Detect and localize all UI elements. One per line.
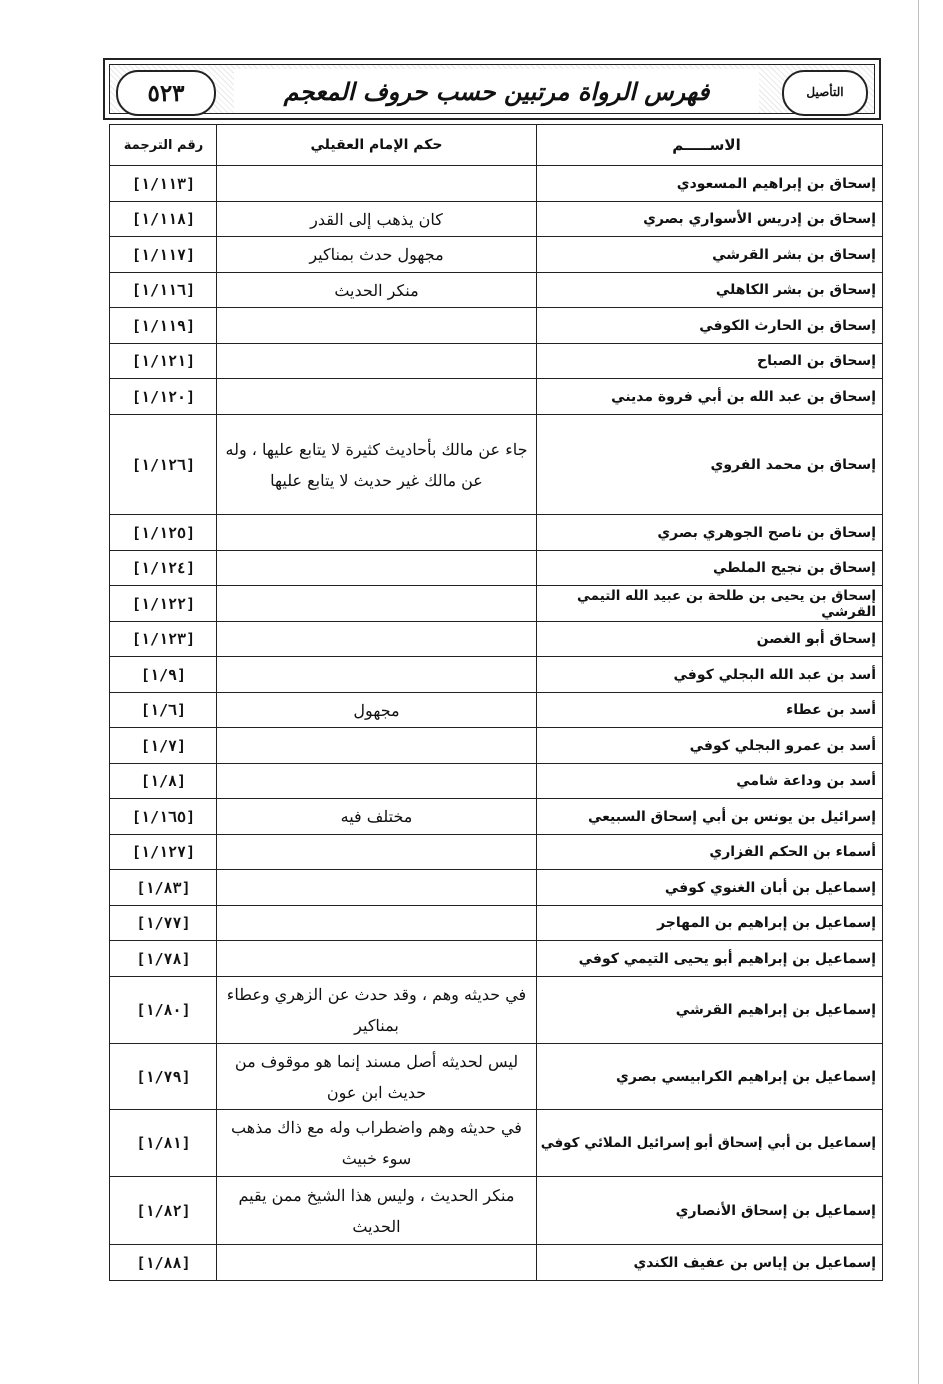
aqili-judgment xyxy=(216,835,537,869)
header-ornament xyxy=(109,64,875,114)
narrator-name: أسد بن عطاء xyxy=(786,702,876,718)
aqili-judgment: مختلف فيه xyxy=(216,799,537,834)
entry-reference: [١/١١٨] xyxy=(131,210,196,228)
entry-reference: [١/١٢٣] xyxy=(131,630,196,648)
entry-reference: [١/١١٦] xyxy=(131,281,196,299)
narrator-name: أسد بن وداعة شامي xyxy=(736,773,876,789)
entry-reference: [١/٨٢] xyxy=(136,1201,191,1220)
aqili-judgment: في حديثه وهم واضطراب وله مع ذاك مذهب سوء خبيث xyxy=(216,1110,537,1176)
aqili-judgment: في حديثه وهم ، وقد حدث عن الزهري وعطاء بمناكير xyxy=(216,977,537,1043)
narrator-name: إسماعيل بن إبراهيم القرشي xyxy=(675,1002,876,1018)
table-row xyxy=(110,1109,882,1176)
table-row xyxy=(110,236,882,272)
narrator-name: إسحاق بن عبد الله بن أبي فروة مديني xyxy=(611,388,876,405)
aqili-judgment xyxy=(216,586,537,621)
entry-reference: [١/١١٩] xyxy=(131,316,196,335)
narrator-name: إسحاق بن إدريس الأسواري بصري xyxy=(643,211,876,227)
table-row xyxy=(110,165,882,201)
aqili-judgment xyxy=(216,728,537,763)
table-row xyxy=(110,692,882,727)
narrator-name: إسرائيل بن يونس بن أبي إسحاق السبيعي xyxy=(587,808,876,825)
page-number: ٥٢٣ xyxy=(116,70,216,116)
entry-reference: [١/١٢٤] xyxy=(131,559,196,577)
aqili-judgment: مجهول حدث بمناكير xyxy=(216,237,537,272)
aqili-judgment: جاء عن مالك بأحاديث كثيرة لا يتابع عليها ، وله عن مالك غير حديث لا يتابع عليها xyxy=(216,415,537,514)
aqili-judgment: مجهول xyxy=(216,693,537,727)
entry-reference: [١/١٦٥] xyxy=(131,807,196,826)
aqili-judgment: كان يذهب إلى القدر xyxy=(216,202,537,236)
aqili-judgment xyxy=(216,941,537,976)
entry-reference: [١/١٢٦] xyxy=(131,455,196,474)
entry-reference: [١/٨١] xyxy=(136,1134,191,1152)
table-row xyxy=(110,1244,882,1280)
narrator-name: إسماعيل بن إسحاق الأنصاري xyxy=(675,1202,876,1219)
table-row xyxy=(110,798,882,834)
narrator-name: إسحاق بن الحارث الكوفي xyxy=(699,317,876,334)
entry-reference: [١/١٢٧] xyxy=(131,843,196,861)
entry-reference: [١/١٢١] xyxy=(131,352,196,370)
entry-reference: [١/٦] xyxy=(140,701,187,719)
table-row xyxy=(110,514,882,550)
narrator-name: إسماعيل بن إبراهيم بن المهاجر xyxy=(657,915,876,931)
narrator-name: أسد بن عبد الله البجلي كوفي xyxy=(673,666,876,683)
table-row xyxy=(110,343,882,378)
table-row xyxy=(110,869,882,905)
aqili-judgment xyxy=(216,870,537,905)
aqili-judgment: منكر الحديث ، وليس هذا الشيخ ممن يقيم الحديث xyxy=(216,1177,537,1244)
narrator-name: إسماعيل بن أبان الغنوي كوفي xyxy=(664,879,876,896)
entry-reference: [١/٨٨] xyxy=(136,1253,191,1272)
table-row xyxy=(110,940,882,976)
aqili-judgment xyxy=(216,308,537,343)
page-header xyxy=(103,58,881,120)
publisher-seal: التأصيل xyxy=(782,70,868,116)
narrator-name: أسد بن عمرو البجلي كوفي xyxy=(689,737,876,754)
aqili-judgment xyxy=(216,622,537,656)
table-row xyxy=(110,727,882,763)
narrator-name: إسحاق أبو الغصن xyxy=(756,631,876,647)
entry-reference: [١/٧٩] xyxy=(136,1067,191,1086)
narrator-name: إسماعيل بن إبراهيم أبو يحيى التيمي كوفي xyxy=(578,950,876,967)
column-header-judgment: حكم الإمام العقيلي xyxy=(216,125,537,165)
aqili-judgment xyxy=(216,1245,537,1280)
column-header-name: الاســـــم xyxy=(672,136,741,154)
column-header-ref: رقم الترجمة xyxy=(123,137,204,153)
narrator-name: أسماء بن الحكم الفزاري xyxy=(709,844,876,860)
table-row xyxy=(110,550,882,585)
entry-reference: [١/١٢٥] xyxy=(131,523,196,542)
aqili-judgment xyxy=(216,515,537,550)
table-row xyxy=(110,763,882,798)
table-row xyxy=(110,621,882,656)
entry-reference: [١/١١٧] xyxy=(131,245,196,264)
entry-reference: [١/٧] xyxy=(140,736,187,755)
narrator-name: إسحاق بن الصباح xyxy=(757,353,876,369)
entry-reference: [١/٨٣] xyxy=(136,878,191,897)
narrator-name: إسماعيل بن إياس بن عفيف الكندي xyxy=(633,1254,876,1271)
table-row xyxy=(110,1043,882,1109)
table-row xyxy=(110,414,882,514)
aqili-judgment xyxy=(216,657,537,692)
aqili-judgment xyxy=(216,344,537,378)
table-row xyxy=(110,201,882,236)
table-row xyxy=(110,656,882,692)
narrator-name: إسحاق بن نجيح الملطي xyxy=(712,560,876,576)
aqili-judgment xyxy=(216,906,537,940)
entry-reference: [١/٨] xyxy=(140,772,187,790)
table-row xyxy=(110,378,882,414)
narrator-name: إسحاق بن بشر الكاهلي xyxy=(715,282,876,298)
aqili-judgment xyxy=(216,379,537,414)
aqili-judgment xyxy=(216,166,537,201)
aqili-judgment: ليس لحديثه أصل مسند إنما هو موقوف من حديث ابن عون xyxy=(216,1044,537,1109)
entry-reference: [١/٧٨] xyxy=(136,949,191,968)
narrator-name: إسماعيل بن أبي إسحاق أبو إسرائيل الملائي كوفي xyxy=(540,1135,876,1151)
aqili-judgment: منكر الحديث xyxy=(216,273,537,307)
narrator-name: إسحاق بن يحيى بن طلحة بن عبيد الله التيمي القرشي xyxy=(577,587,876,620)
narrator-name: إسحاق بن محمد الفروي xyxy=(710,456,876,473)
entry-reference: [١/١١٣] xyxy=(131,174,196,193)
table-row xyxy=(110,307,882,343)
table-header-row xyxy=(110,125,882,165)
entry-reference: [١/١٢٠] xyxy=(131,387,196,406)
entry-reference: [١/٩] xyxy=(140,665,187,684)
table-row xyxy=(110,1176,882,1244)
aqili-judgment xyxy=(216,764,537,798)
table-row xyxy=(110,976,882,1043)
index-title: فهرس الرواة مرتبين حسب حروف المعجم xyxy=(234,69,759,113)
table-row xyxy=(110,272,882,307)
aqili-judgment xyxy=(216,551,537,585)
entry-reference: [١/٨٠] xyxy=(136,1001,191,1019)
narrator-name: إسحاق بن إبراهيم المسعودي xyxy=(676,175,876,192)
narrator-name: إسحاق بن ناصح الجوهري بصري xyxy=(657,524,876,541)
narrator-name: إسماعيل بن إبراهيم الكرابيسي بصري xyxy=(616,1068,876,1085)
table-row xyxy=(110,905,882,940)
entry-reference: [١/٧٧] xyxy=(136,914,191,932)
narrators-index-table xyxy=(109,124,883,1281)
page-edge-line xyxy=(918,0,919,1384)
table-row xyxy=(110,834,882,869)
entry-reference: [١/١٢٢] xyxy=(131,594,196,613)
table-row xyxy=(110,585,882,621)
narrator-name: إسحاق بن بشر القرشي xyxy=(712,246,876,263)
